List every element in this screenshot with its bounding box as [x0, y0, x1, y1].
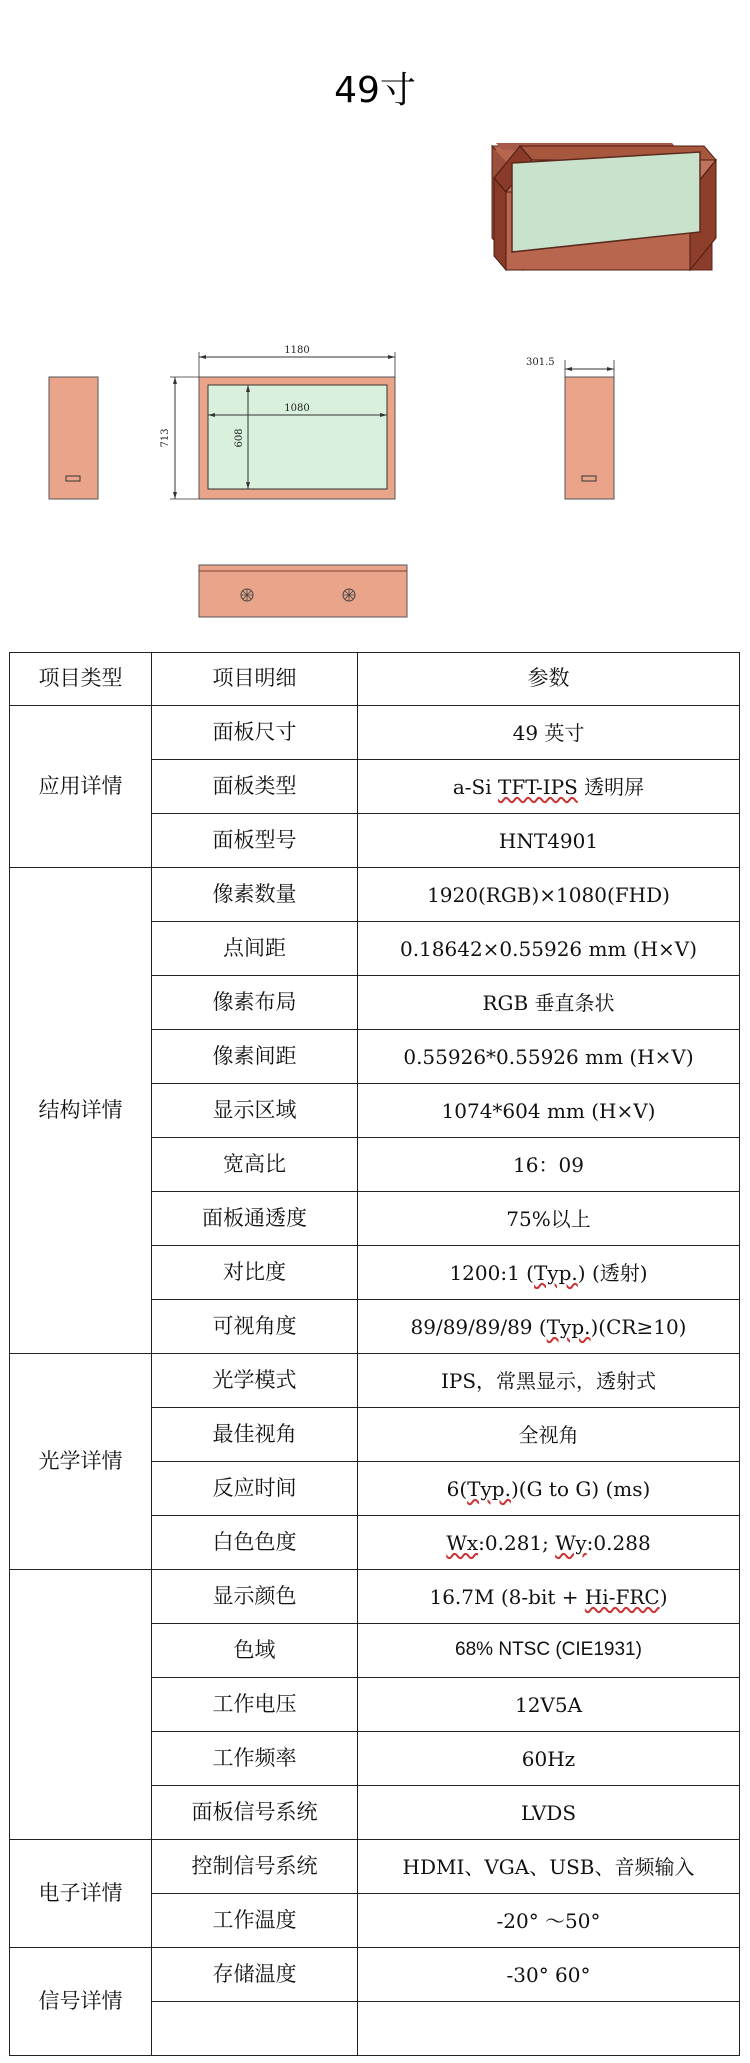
row-item: 对比度: [152, 1246, 358, 1300]
row-item: 面板尺寸: [152, 706, 358, 760]
right-side-view: [526, 357, 614, 499]
dim-inner-width: 1080: [284, 403, 310, 414]
group-blank: [10, 1570, 152, 1840]
row-item: 显示区域: [152, 1084, 358, 1138]
row-value: 16.7M (8-bit + Hi-FRC): [358, 1570, 740, 1624]
table-header-row: [10, 653, 740, 706]
group-signal: 信号详情: [10, 1948, 152, 2056]
row-value: 89/89/89/89 (Typ.)(CR≥10): [358, 1300, 740, 1354]
row-item: 光学模式: [152, 1354, 358, 1408]
row-value: 1074*604 mm (H×V): [358, 1084, 740, 1138]
row-value: 12V5A: [358, 1678, 740, 1732]
row-value: 60Hz: [358, 1732, 740, 1786]
row-item: 色域: [152, 1624, 358, 1678]
spec-table: [9, 652, 740, 2056]
row-value: -30° 60°: [358, 1948, 740, 2002]
row-item: [152, 2002, 358, 2056]
row-value: RGB 垂直条状: [358, 976, 740, 1030]
group-elec: 电子详情: [10, 1840, 152, 1948]
header-detail: 项目明细: [152, 653, 358, 706]
row-item: 宽高比: [152, 1138, 358, 1192]
row-item: 像素布局: [152, 976, 358, 1030]
row-value: 16：09: [358, 1138, 740, 1192]
row-value: HNT4901: [358, 814, 740, 868]
row-item: 控制信号系统: [152, 1840, 358, 1894]
header-type: 项目类型: [10, 653, 152, 706]
dim-depth: 301.5: [526, 357, 555, 368]
header-param: 参数: [358, 653, 740, 706]
product-drawing: [0, 0, 750, 640]
row-value: -20° ～50°: [358, 1894, 740, 1948]
row-value: IPS，常黑显示，透射式: [358, 1354, 740, 1408]
row-value: 1920(RGB)×1080(FHD): [358, 868, 740, 922]
row-item: 白色色度: [152, 1516, 358, 1570]
row-value: 全视角: [358, 1408, 740, 1462]
group-app: 应用详情: [10, 706, 152, 868]
table-row: [10, 868, 740, 922]
row-item: 面板类型: [152, 760, 358, 814]
row-item: 显示颜色: [152, 1570, 358, 1624]
row-value: LVDS: [358, 1786, 740, 1840]
row-item: 工作温度: [152, 1894, 358, 1948]
row-item: 面板信号系统: [152, 1786, 358, 1840]
page-title: 49寸: [334, 70, 416, 111]
row-value: a-Si TFT-IPS 透明屏: [358, 760, 740, 814]
row-value: Wx:0.281; Wy:0.288: [358, 1516, 740, 1570]
isometric-box: [494, 146, 716, 270]
row-item: 反应时间: [152, 1462, 358, 1516]
dim-outer-width: 1180: [284, 345, 310, 356]
row-value: 49 英寸: [358, 706, 740, 760]
row-value: 6(Typ.)(G to G) (ms): [358, 1462, 740, 1516]
dim-inner-height: 608: [234, 428, 245, 448]
table-row: [10, 1948, 740, 2002]
table-row: [10, 1840, 740, 1894]
front-view: [160, 345, 395, 499]
row-value: HDMI、VGA、USB、音频输入: [358, 1840, 740, 1894]
bottom-view: [199, 565, 407, 617]
row-item: 最佳视角: [152, 1408, 358, 1462]
row-value: 68% NTSC (CIE1931): [358, 1624, 740, 1678]
row-item: 面板型号: [152, 814, 358, 868]
group-struct: 结构详情: [10, 868, 152, 1354]
group-optic: 光学详情: [10, 1354, 152, 1570]
row-item: 工作频率: [152, 1732, 358, 1786]
dim-outer-height: 713: [160, 428, 171, 448]
row-value: 0.18642×0.55926 mm (H×V): [358, 922, 740, 976]
row-value: 0.55926*0.55926 mm (H×V): [358, 1030, 740, 1084]
row-item: 存储温度: [152, 1948, 358, 2002]
row-item: 像素数量: [152, 868, 358, 922]
row-item: 像素间距: [152, 1030, 358, 1084]
row-value: 1200:1 (Typ.) (透射): [358, 1246, 740, 1300]
row-item: 工作电压: [152, 1678, 358, 1732]
row-item: 点间距: [152, 922, 358, 976]
row-value: [358, 2002, 740, 2056]
table-row: [10, 1354, 740, 1408]
table-row: [10, 706, 740, 760]
row-value: 75%以上: [358, 1192, 740, 1246]
table-row: [10, 1570, 740, 1624]
row-item: 面板通透度: [152, 1192, 358, 1246]
row-item: 可视角度: [152, 1300, 358, 1354]
